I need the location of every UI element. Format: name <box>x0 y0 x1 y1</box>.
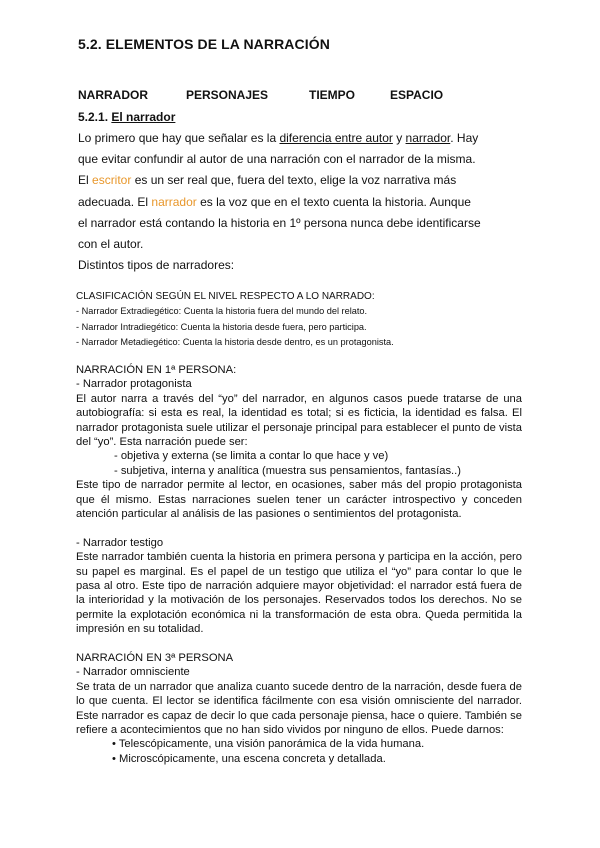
underlined-term-autor: diferencia entre autor <box>279 131 393 145</box>
intro-paragraph <box>78 128 518 255</box>
element-personajes: PERSONAJES <box>186 88 269 102</box>
narrator-types-lead: Distintos tipos de narradores: <box>78 258 235 272</box>
first-person-section <box>76 363 522 637</box>
intro-text: Lo primero que hay que señalar es la <box>78 131 280 145</box>
page-title: 5.2. ELEMENTOS DE LA NARRACIÓN <box>78 36 330 52</box>
intro-text: es un ser real que, fuera del texto, elige la voz narrativa más <box>131 173 457 188</box>
intro-line: que evitar confundir al autor de una narración con el narrador de la misma. <box>78 152 476 167</box>
intro-line: con el autor. <box>78 237 144 252</box>
classification-block <box>76 289 526 351</box>
paragraph: Este tipo de narrador permite al lector, en ocasiones, saber más del propio protagonista que él mismo. Estas narraciones suelen tener un carácter introspectivo y conceden atención particular al análisis de las pasiones o sentimientos del protagonista. <box>76 479 522 521</box>
list-item: • Telescópicamente, una visión panorámica de la vida humana. <box>112 738 425 751</box>
paragraph: Este narrador también cuenta la historia en primera persona y participa en la acción, pero su papel es marginal. Es el papel de un testigo que utiliza el “yo” para contar lo que le pasa al otro. Este tipo de narración adquiere mayor objetividad: el narrador está fuera de la interioridad y la motivación de los personajes. Reservados todos los derechos. No se permite la explotación económica ni la transformación de esta obra. Queda permitida la impresión en su totalidad. <box>76 551 522 636</box>
classification-item: - Narrador Metadiegético: Cuenta la historia desde dentro, es un protagonista. <box>76 337 394 348</box>
narrator-label: - Narrador protagonista <box>76 378 192 391</box>
list-item: - subjetiva, interna y analítica (muestra sus pensamientos, fantasías..) <box>114 464 461 477</box>
intro-text: . Hay <box>450 131 479 145</box>
classification-heading: CLASIFICACIÓN SEGÚN EL NIVEL RESPECTO A LO NARRADO: <box>76 291 375 302</box>
spacer <box>76 521 522 535</box>
intro-line: el narrador está contando la historia en 1º persona nunca debe identificarse <box>78 215 481 230</box>
section-heading: NARRACIÓN EN 3ª PERSONA <box>76 652 234 664</box>
underlined-term-narrador: narrador <box>405 131 451 145</box>
subsection-heading <box>78 110 175 124</box>
paragraph: El autor narra a través del “yo” del narrador, en algunos casos puede tratarse de una autobiografía: si esta es real, la identidad es total; si es ficticia, la identidad es falsa. El narrador protagonista suele utilizar el personaje principal para establecer el punto de vista del “yo”. Esta narración puede ser: <box>76 392 522 449</box>
intro-line <box>78 192 518 213</box>
element-tiempo: TIEMPO <box>309 88 356 102</box>
section-heading: NARRACIÓN EN 1ª PERSONA: <box>76 364 237 376</box>
third-person-section <box>76 651 522 766</box>
highlight-narrador: narrador <box>151 194 197 209</box>
list-item: - objetiva y externa (se limita a contar lo que hace y ve) <box>114 450 389 463</box>
classification-item: - Narrador Intradiegético: Cuenta la historia desde fuera, pero participa. <box>76 321 367 332</box>
narrator-label: - Narrador omnisciente <box>76 666 190 679</box>
intro-text: es la voz que en el texto cuenta la historia. Aunque <box>196 194 471 209</box>
list-item: • Microscópicamente, una escena concreta y detallada. <box>112 752 386 765</box>
subsection-title: El narrador <box>111 110 176 124</box>
intro-line <box>78 128 518 149</box>
paragraph: Se trata de un narrador que analiza cuanto sucede dentro de la narración, desde fuera de lo que cuenta. El lector se identifica fácilmente con esa visión omnisciente del narrador. Este narrador es capaz de decir lo que cada personaje piensa, hace o quiere. También se refiere a acontecimientos que no han sido vividos por ninguno de ellos. Puede darnos: <box>76 680 522 737</box>
highlight-escritor: escritor <box>92 173 132 188</box>
intro-text: El <box>78 173 93 188</box>
narrator-label: - Narrador testigo <box>76 536 164 549</box>
intro-line <box>78 170 518 191</box>
classification-item: - Narrador Extradiegético: Cuenta la historia fuera del mundo del relato. <box>76 306 368 317</box>
intro-text: y <box>392 131 406 145</box>
intro-text: adecuada. El <box>78 194 152 209</box>
element-narrador: NARRADOR <box>78 88 148 102</box>
element-espacio: ESPACIO <box>390 88 444 102</box>
subsection-number: 5.2.1. <box>78 110 112 124</box>
